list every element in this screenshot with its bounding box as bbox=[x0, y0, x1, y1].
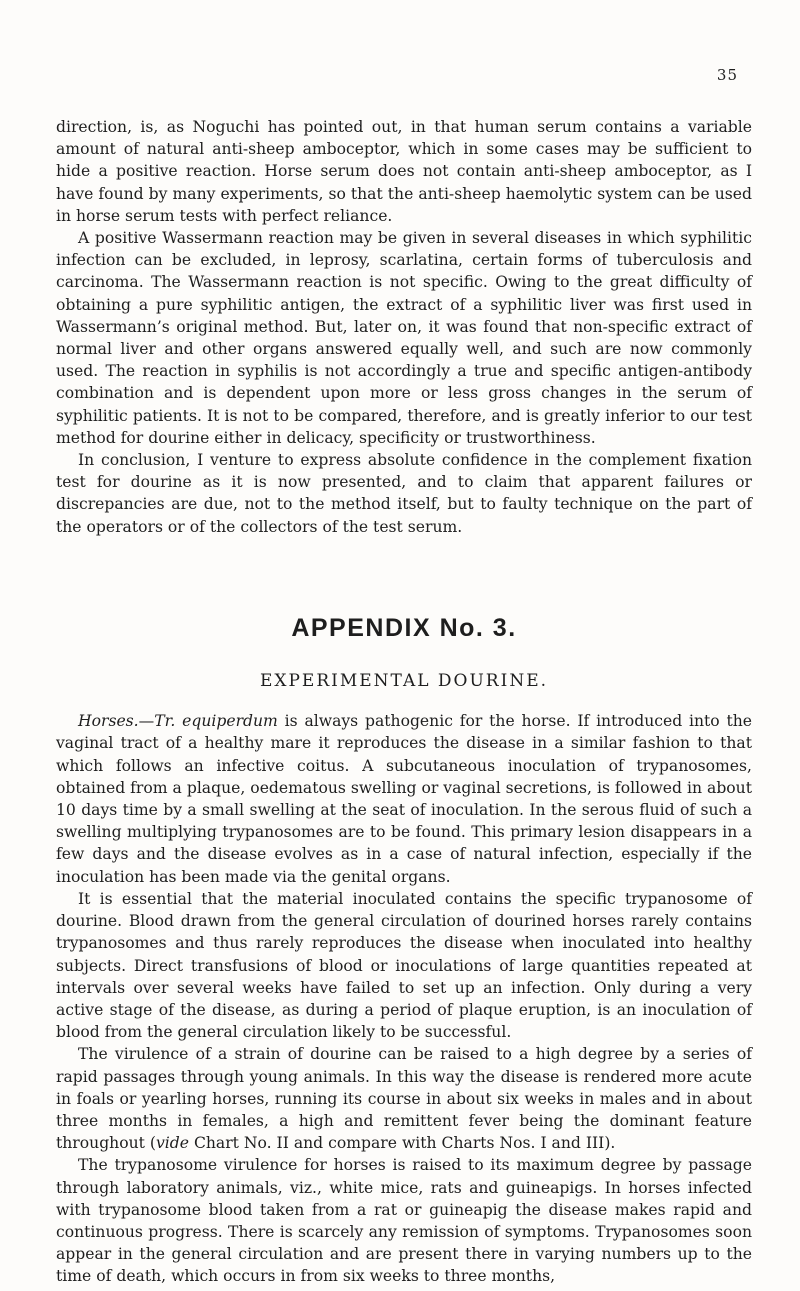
paragraph-text: is always pathogenic for the horse. If introduced into the vaginal tract of a healthy mare it reproduces the disease in a similar fashion to that which follows an infective coitus. A subcutaneous inoculation of trypanosomes, obtained from a plaque, oedematous swelling or vaginal secretions, is followed in about 10 days time by a small swelling at the seat of inoculation. In the serous fluid of such a swelling multiplying trypanosomes are to be found. This primary lesion disappears in a few days and the disease evolves as in a case of natural infection, especially if the inoculation has been made via the genital organs. bbox=[56, 712, 752, 886]
vide-term: vide bbox=[155, 1134, 189, 1153]
page-body bbox=[56, 116, 752, 1288]
page-number: 35 bbox=[716, 66, 738, 84]
paragraph: direction, is, as Noguchi has pointed out, in that human serum contains a variable amount of natural anti-sheep amboceptor, which in some cases may be sufficient to hide a positive reaction. Horse serum does not contain anti-sheep amboceptor, as I have found by many experiments, so that the anti-sheep haemolytic system can be used in horse serum tests with perfect reliance. bbox=[56, 118, 752, 225]
paragraph-horses bbox=[56, 710, 752, 888]
species-name: Tr. equiperdum bbox=[154, 712, 278, 731]
paragraph-virulence bbox=[56, 1043, 752, 1154]
paragraph: The trypanosome virulence for horses is raised to its maximum degree by passage through laboratory animals, viz., white mice, rats and guineapigs. In horses infected with trypanosome blood taken from a rat or guineapig the disease makes rapid and continuous progress. There is scarcely any remission of symptoms. Trypanosomes soon appear in the general circulation and are present there in varying numbers up to the time of death, which occurs in from six weeks to three months, bbox=[56, 1156, 752, 1286]
section-title: EXPERIMENTAL DOURINE. bbox=[259, 671, 549, 692]
paragraph: It is essential that the material inoculated contains the specific trypanosome of dourine. Blood drawn from the general circulation of dourined horses rarely contains trypanosomes and thus rarely reproduces the disease when inoculated into healthy subjects. Direct transfusions of blood or inoculations of large quantities repeated at intervals over several weeks have failed to set up an infection. Only during a very active stage of the disease, as during a period of plaque eruption, is an inoculation of blood from the general circulation likely to be successful. bbox=[56, 889, 752, 1042]
paragraph-text: The virulence of a strain of dourine can be raised to a high degree by a series of rapid passages through young animals. In this way the disease is rendered more acute in foals or yearling horses, running its course in about six weeks in males and in about three months in females, a high and remittent fever being the dominant feature throughout ( bbox=[56, 1045, 752, 1153]
appendix-title: APPENDIX No. 3. bbox=[291, 613, 517, 642]
paragraph: In conclusion, I venture to express absolute confidence in the complement fixation test for dourine as it is now presented, and to claim that apparent failures or discrepancies are due, not to the method itself, but to faulty technique on the part of the operators or of the collectors of the test serum. bbox=[56, 451, 752, 536]
lead-heading: Horses. bbox=[78, 712, 139, 731]
paragraph-text: Chart No. II and compare with Charts Nos. I and III). bbox=[188, 1134, 616, 1153]
dash: — bbox=[138, 712, 155, 731]
paragraph: A positive Wassermann reaction may be given in several diseases in which syphilitic infection can be excluded, in leprosy, scarlatina, certain forms of tuberculosis and carcinoma. The Wassermann reaction is not specific. Owing to the great difficulty of obtaining a pure syphilitic antigen, the extract of a syphilitic liver was first used in Wassermann’s original method. But, later on, it was found that non-specific extract of normal liver and other organs answered equally well, and such are now commonly used. The reaction in syphilis is not accordingly a true and specific antigen-antibody combination and is dependent upon more or less gross changes in the serum of syphilitic patients. It is not to be compared, therefore, and is greatly inferior to our test method for dourine either in delicacy, specificity or trustworthiness. bbox=[56, 229, 752, 447]
